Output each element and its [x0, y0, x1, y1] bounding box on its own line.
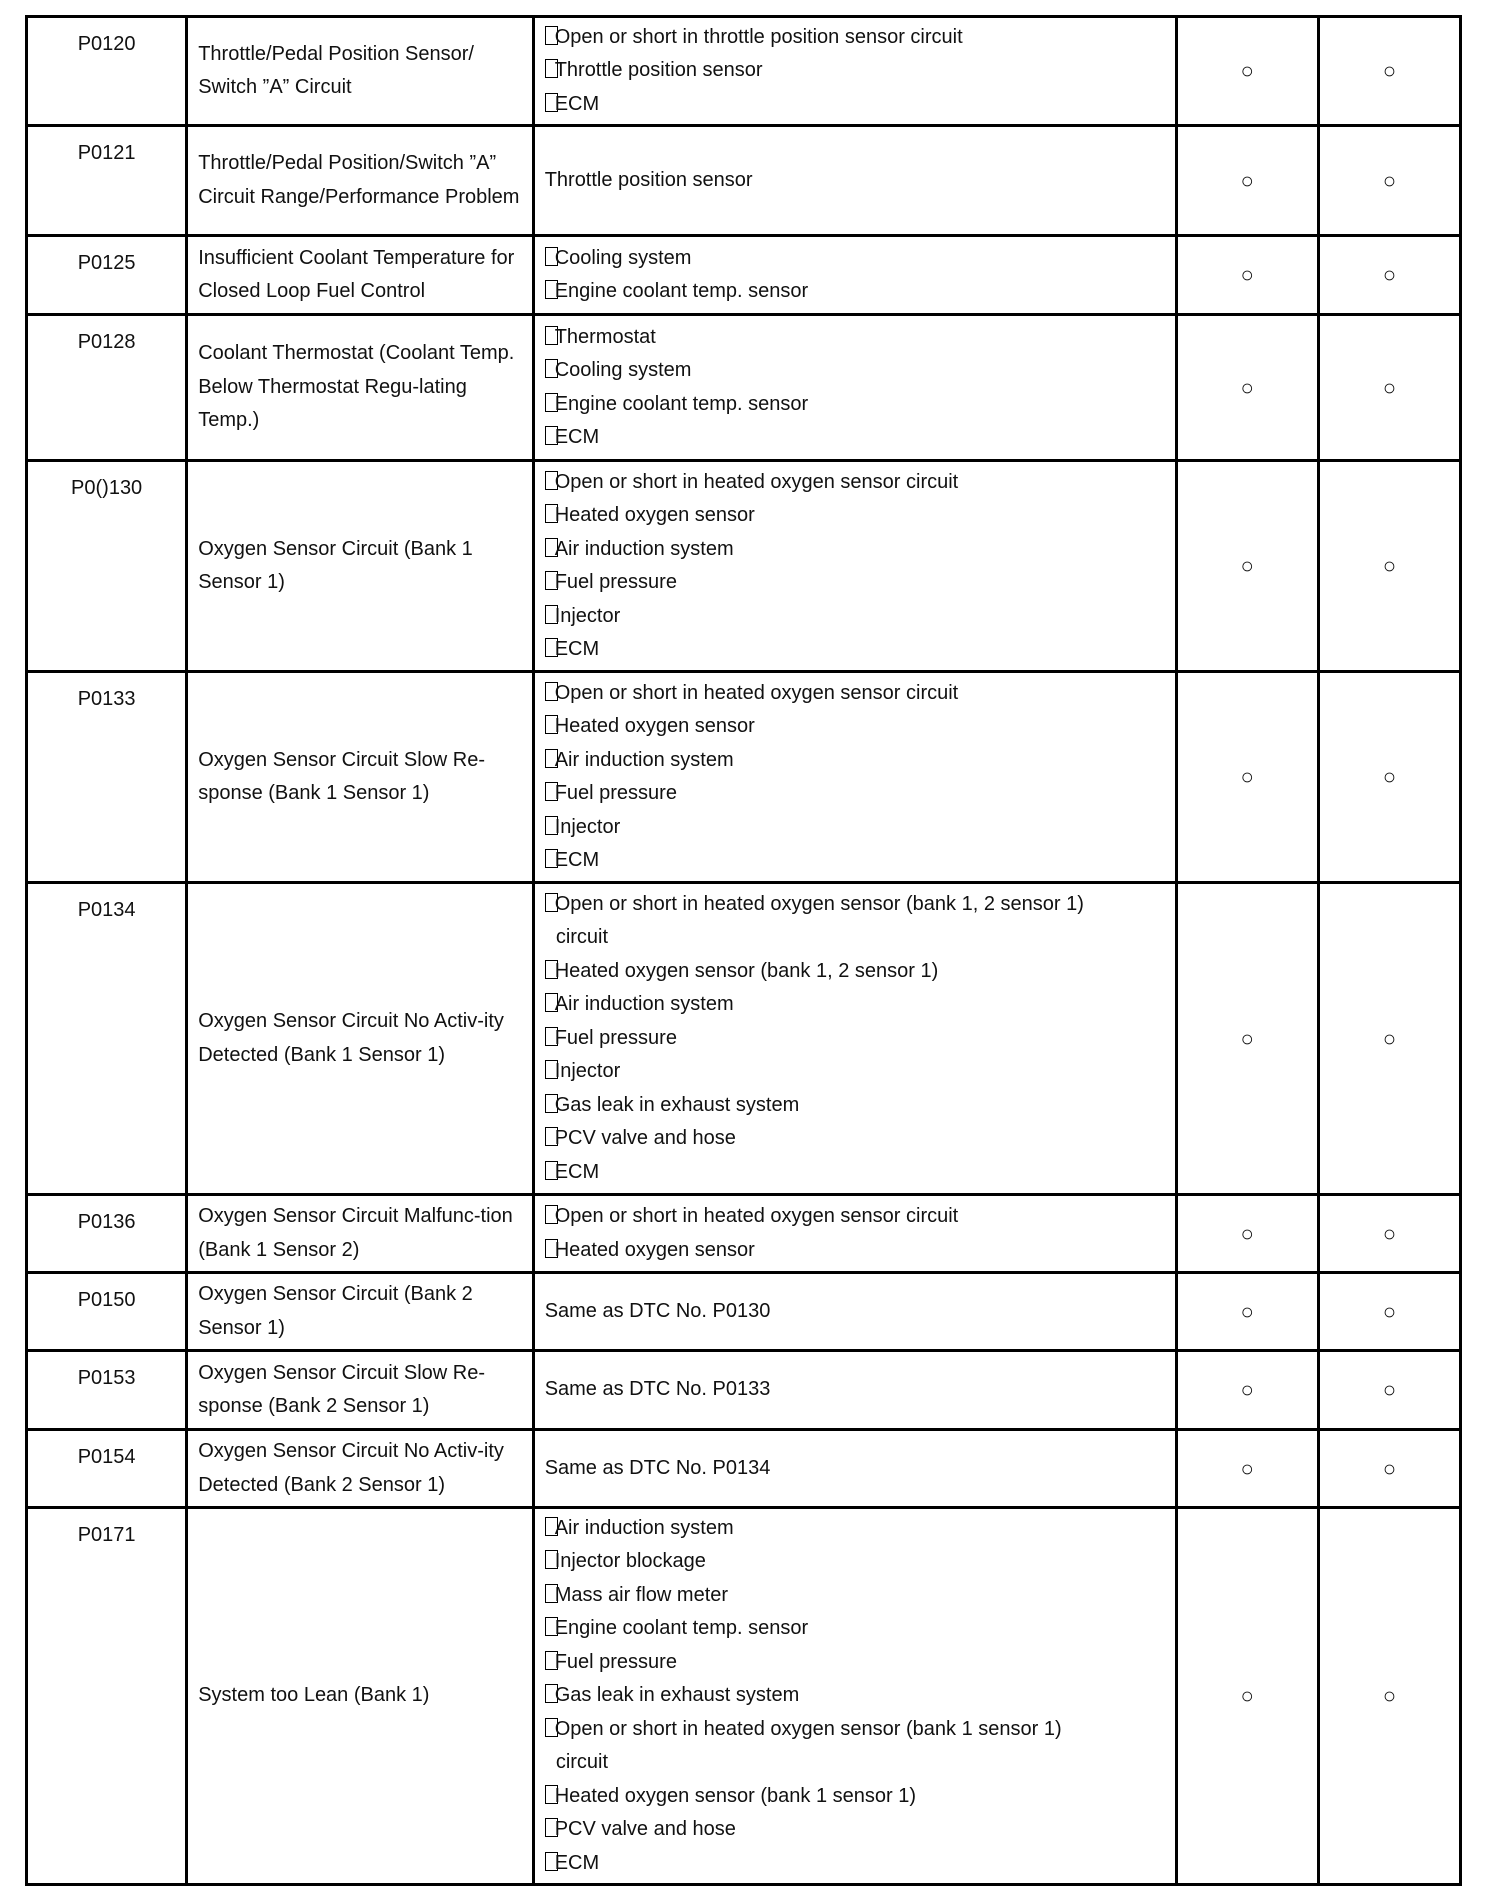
trouble-area-item — [545, 88, 1165, 122]
trouble-area-item — [545, 1512, 1165, 1546]
table-row — [27, 1273, 1461, 1351]
trouble-area-text: Heated oxygen sensor (bank 1 sensor 1) — [554, 1784, 917, 1807]
trouble-area-item — [545, 710, 1165, 744]
trouble-area — [533, 1195, 1176, 1273]
dtc-code: P0153 — [27, 1351, 187, 1430]
trouble-area-item — [545, 744, 1165, 778]
trouble-area-text: Air induction system — [554, 748, 734, 771]
detection-item: System too Lean (Bank 1) — [187, 1508, 533, 1885]
trouble-area-item — [545, 677, 1165, 711]
table-row — [27, 1430, 1461, 1508]
trouble-area-item — [545, 54, 1165, 88]
dtc-code: P0125 — [27, 236, 187, 315]
memory-mark: ○ — [1318, 672, 1460, 883]
trouble-area-text: Gas leak in exhaust system — [554, 1093, 800, 1116]
trouble-area-text: Engine coolant temp. sensor — [554, 1617, 809, 1640]
mil-mark: ○ — [1176, 17, 1318, 126]
memory-mark: ○ — [1318, 315, 1460, 461]
trouble-area-text: Cooling system — [554, 359, 692, 381]
mil-mark: ○ — [1176, 1430, 1318, 1508]
trouble-area-text: Fuel pressure — [554, 571, 677, 593]
trouble-area: Same as DTC No. P0134 — [533, 1430, 1176, 1508]
trouble-area-item — [545, 1234, 1165, 1268]
trouble-area-text: Engine coolant temp. sensor — [554, 392, 809, 415]
trouble-area-text: ECM — [554, 638, 600, 660]
trouble-area-text: ECM — [554, 92, 600, 115]
trouble-area-text: Injector blockage — [554, 1550, 706, 1573]
trouble-area-text: Heated oxygen sensor (bank 1, 2 sensor 1) — [554, 959, 939, 982]
trouble-area-item — [545, 811, 1165, 845]
dtc-code: P0128 — [27, 315, 187, 461]
detection-item: Oxygen Sensor Circuit Malfunc-tion (Bank 1 Sensor 2) — [187, 1195, 533, 1273]
trouble-area-item — [545, 1545, 1165, 1579]
mil-mark: ○ — [1176, 1508, 1318, 1885]
trouble-area-text: ECM — [554, 426, 600, 448]
trouble-area-item — [545, 1055, 1165, 1089]
mil-mark: ○ — [1176, 236, 1318, 315]
detection-item: Insufficient Coolant Temperature for Closed Loop Fuel Control — [187, 236, 533, 315]
dtc-code: P0120 — [27, 17, 187, 126]
table-row — [27, 883, 1461, 1195]
trouble-area-text: Air induction system — [554, 993, 734, 1016]
trouble-area-text: Open or short in heated oxygen sensor (bank 1, 2 sensor 1) circuit — [554, 892, 1084, 949]
trouble-area-item — [545, 321, 1165, 355]
trouble-area: Throttle position sensor — [533, 126, 1176, 236]
detection-item: Oxygen Sensor Circuit Slow Re-sponse (Bank 2 Sensor 1) — [187, 1351, 533, 1430]
table-row — [27, 1195, 1461, 1273]
memory-mark: ○ — [1318, 1430, 1460, 1508]
trouble-area-item — [545, 1813, 1165, 1847]
mil-mark: ○ — [1176, 883, 1318, 1195]
trouble-area-text: Throttle position sensor — [554, 59, 763, 82]
trouble-area-text: ECM — [554, 849, 600, 871]
mil-mark: ○ — [1176, 1273, 1318, 1351]
memory-mark: ○ — [1318, 1351, 1460, 1430]
trouble-area-item — [545, 1200, 1165, 1234]
trouble-area-item — [545, 1713, 1165, 1780]
trouble-area-text: Open or short in heated oxygen sensor circuit — [554, 681, 959, 704]
mil-mark: ○ — [1176, 315, 1318, 461]
trouble-area — [533, 315, 1176, 461]
trouble-area-text: Injector — [554, 1060, 621, 1083]
detection-item: Oxygen Sensor Circuit No Activ-ity Detected (Bank 2 Sensor 1) — [187, 1430, 533, 1508]
trouble-area-item — [545, 421, 1165, 455]
trouble-area — [533, 1508, 1176, 1885]
trouble-area — [533, 461, 1176, 672]
trouble-area-item — [545, 242, 1165, 276]
memory-mark: ○ — [1318, 17, 1460, 126]
memory-mark: ○ — [1318, 1508, 1460, 1885]
table-row — [27, 126, 1461, 236]
mil-mark: ○ — [1176, 1195, 1318, 1273]
memory-mark: ○ — [1318, 1195, 1460, 1273]
trouble-area-item — [545, 844, 1165, 878]
trouble-area-text: Fuel pressure — [554, 782, 677, 804]
trouble-area-item — [545, 533, 1165, 567]
dtc-table — [25, 15, 1462, 1886]
mil-mark: ○ — [1176, 461, 1318, 672]
trouble-area-item — [545, 1579, 1165, 1613]
trouble-area-text: Thermostat — [554, 325, 656, 348]
trouble-area-item — [545, 633, 1165, 667]
trouble-area-item — [545, 499, 1165, 533]
trouble-area-text: ECM — [554, 1160, 600, 1183]
trouble-area: Same as DTC No. P0130 — [533, 1273, 1176, 1351]
trouble-area-item — [545, 955, 1165, 989]
trouble-area-item — [545, 466, 1165, 500]
memory-mark: ○ — [1318, 236, 1460, 315]
trouble-area-item — [545, 1612, 1165, 1646]
trouble-area-text: Injector — [554, 604, 621, 627]
trouble-area-text: Heated oxygen sensor — [554, 1238, 755, 1261]
trouble-area-text: Open or short in heated oxygen sensor circuit — [554, 470, 959, 493]
trouble-area-item — [545, 777, 1165, 811]
trouble-area-item — [545, 1646, 1165, 1680]
dtc-code: P0121 — [27, 126, 187, 236]
trouble-area-text: Heated oxygen sensor — [554, 504, 755, 526]
trouble-area-text: PCV valve and hose — [554, 1818, 736, 1841]
table-row — [27, 672, 1461, 883]
trouble-area-text: Open or short in heated oxygen sensor circuit — [554, 1205, 959, 1227]
trouble-area-text: Heated oxygen sensor — [554, 715, 755, 737]
dtc-code: P0()130 — [27, 461, 187, 672]
trouble-area-item — [545, 888, 1165, 955]
trouble-area-text: Gas leak in exhaust system — [554, 1684, 800, 1707]
memory-mark: ○ — [1318, 126, 1460, 236]
trouble-area-text: Cooling system — [554, 246, 692, 269]
trouble-area-text: Engine coolant temp. sensor — [554, 280, 809, 302]
trouble-area-item — [545, 600, 1165, 634]
detection-item: Oxygen Sensor Circuit (Bank 2 Sensor 1) — [187, 1273, 533, 1351]
trouble-area-text: Air induction system — [554, 537, 734, 560]
trouble-area-text: Injector — [554, 815, 621, 838]
trouble-area-item — [545, 1022, 1165, 1056]
trouble-area-text: ECM — [554, 1851, 600, 1874]
trouble-area — [533, 236, 1176, 315]
detection-item: Coolant Thermostat (Coolant Temp. Below Thermostat Regu-lating Temp.) — [187, 315, 533, 461]
trouble-area-text: Open or short in heated oxygen sensor (bank 1 sensor 1) circuit — [554, 1717, 1062, 1774]
trouble-area-text: PCV valve and hose — [554, 1127, 736, 1150]
dtc-code: P0171 — [27, 1508, 187, 1885]
mil-mark: ○ — [1176, 126, 1318, 236]
trouble-area-item — [545, 21, 1165, 55]
trouble-area-item — [545, 1122, 1165, 1156]
trouble-area-text: Air induction system — [554, 1516, 734, 1539]
memory-mark: ○ — [1318, 461, 1460, 672]
table-row — [27, 1508, 1461, 1885]
detection-item: Throttle/Pedal Position/Switch ”A” Circuit Range/Performance Problem — [187, 126, 533, 236]
dtc-code: P0134 — [27, 883, 187, 1195]
trouble-area-item — [545, 988, 1165, 1022]
dtc-code: P0136 — [27, 1195, 187, 1273]
trouble-area-item — [545, 275, 1165, 309]
dtc-code: P0150 — [27, 1273, 187, 1351]
dtc-code: P0133 — [27, 672, 187, 883]
trouble-area-item — [545, 354, 1165, 388]
trouble-area-item — [545, 1089, 1165, 1123]
table-row — [27, 236, 1461, 315]
table-row — [27, 17, 1461, 126]
mil-mark: ○ — [1176, 1351, 1318, 1430]
trouble-area: Same as DTC No. P0133 — [533, 1351, 1176, 1430]
memory-mark: ○ — [1318, 883, 1460, 1195]
trouble-area — [533, 672, 1176, 883]
trouble-area-item — [545, 1156, 1165, 1190]
trouble-area-item — [545, 1780, 1165, 1814]
trouble-area-text: Fuel pressure — [554, 1026, 677, 1049]
trouble-area-text: Mass air flow meter — [554, 1583, 729, 1606]
trouble-area — [533, 883, 1176, 1195]
trouble-area-item — [545, 1679, 1165, 1713]
trouble-area-text: Fuel pressure — [554, 1650, 677, 1673]
trouble-area-item — [545, 1847, 1165, 1881]
trouble-area-item — [545, 388, 1165, 422]
dtc-code: P0154 — [27, 1430, 187, 1508]
detection-item: Oxygen Sensor Circuit No Activ-ity Detected (Bank 1 Sensor 1) — [187, 883, 533, 1195]
trouble-area-item — [545, 566, 1165, 600]
mil-mark: ○ — [1176, 672, 1318, 883]
trouble-area — [533, 17, 1176, 126]
table-row — [27, 461, 1461, 672]
memory-mark: ○ — [1318, 1273, 1460, 1351]
table-row — [27, 1351, 1461, 1430]
table-row — [27, 315, 1461, 461]
trouble-area-text: Open or short in throttle position sensor circuit — [554, 25, 963, 48]
detection-item: Throttle/Pedal Position Sensor/ Switch ”A” Circuit — [187, 17, 533, 126]
detection-item: Oxygen Sensor Circuit Slow Re-sponse (Bank 1 Sensor 1) — [187, 672, 533, 883]
detection-item: Oxygen Sensor Circuit (Bank 1 Sensor 1) — [187, 461, 533, 672]
